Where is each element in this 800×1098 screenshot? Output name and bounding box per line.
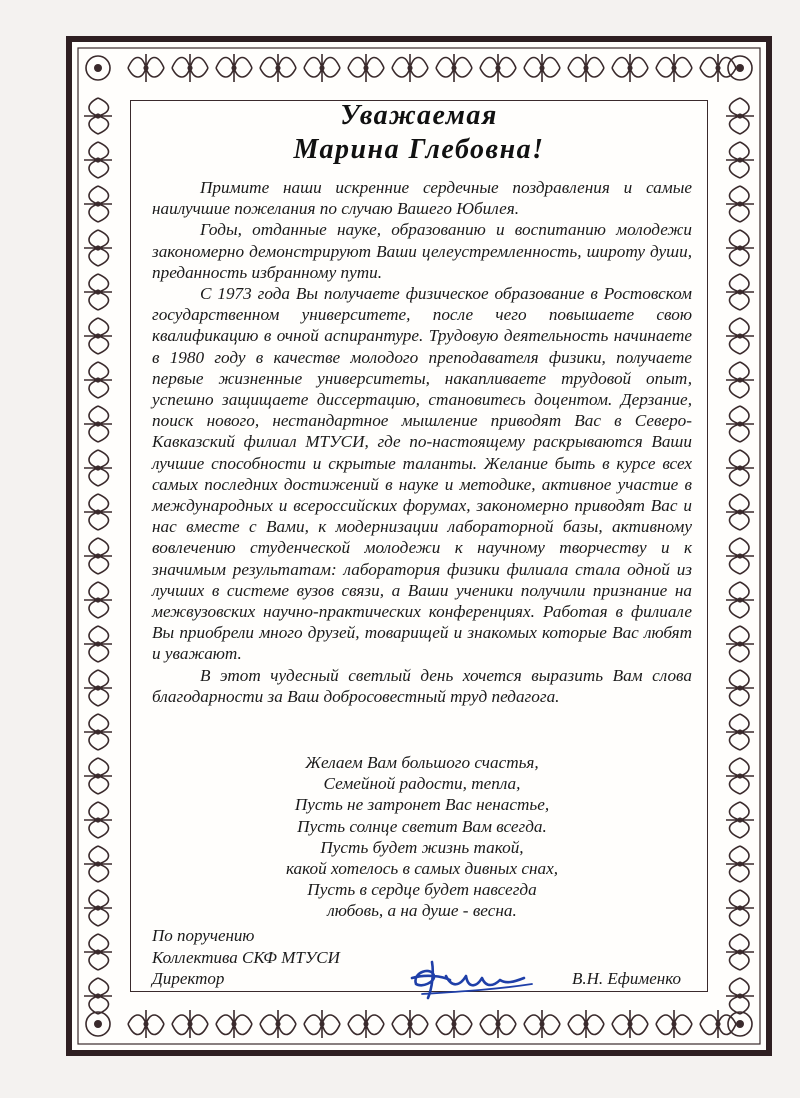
border-motif: [84, 318, 112, 354]
paragraph-4: В этот чудесный светлый день хочется выразить Вам слова благодарности за Ваш добросовестный труд педагога.: [152, 665, 692, 706]
border-motif: [568, 1010, 604, 1038]
border-motif: [726, 846, 754, 882]
border-motif: [84, 802, 112, 838]
border-motif: [726, 450, 754, 486]
border-motif: [726, 626, 754, 662]
border-motif: [84, 406, 112, 442]
poem-line: Пусть солнце светит Вам всегда.: [297, 816, 547, 836]
corner-rosette-center: [736, 1020, 744, 1028]
border-motif: [84, 186, 112, 222]
border-motif: [84, 714, 112, 750]
border-motif: [84, 934, 112, 970]
border-motif: [700, 54, 736, 82]
border-motif: [656, 1010, 692, 1038]
corner-rosette-center: [94, 64, 102, 72]
border-motif: [128, 54, 164, 82]
border-motif: [84, 626, 112, 662]
closing-line-1: По поручению: [152, 926, 255, 945]
border-motif: [436, 54, 472, 82]
poem: [202, 752, 642, 922]
greeting-title-line2: Марина Глебовна!: [293, 134, 545, 165]
border-motif: [726, 494, 754, 530]
border-motif: [524, 54, 560, 82]
border-motif: [480, 54, 516, 82]
border-motif: [84, 890, 112, 926]
border-motif: [128, 1010, 164, 1038]
border-motif: [84, 846, 112, 882]
border-motif: [612, 1010, 648, 1038]
border-motif: [84, 494, 112, 530]
border-motif: [84, 538, 112, 574]
corner-rosette-center: [736, 64, 744, 72]
border-motif: [726, 714, 754, 750]
border-motif: [726, 230, 754, 266]
border-motif: [260, 1010, 296, 1038]
border-motif: [726, 670, 754, 706]
border-motif: [726, 934, 754, 970]
greeting-title-line1: Уважаемая: [340, 100, 498, 131]
border-motif: [216, 54, 252, 82]
border-motif: [304, 54, 340, 82]
border-motif: [726, 582, 754, 618]
poem-line: Пусть в сердце будет навсегда: [307, 880, 537, 900]
closing-line-3: Директор: [152, 969, 225, 988]
border-motif: [612, 54, 648, 82]
border-motif: [700, 1010, 736, 1038]
border-motif: [726, 538, 754, 574]
border-motif: [726, 406, 754, 442]
border-motif: [726, 318, 754, 354]
handwritten-signature: [402, 954, 542, 1004]
border-motif: [84, 582, 112, 618]
poem-line: Семейной радости, тепла,: [323, 774, 521, 794]
paragraph-3: С 1973 года Вы получаете физическое образование в Ростовском государственном университете, после чего повышаете свою квалификацию в очной аспирантуре. Трудовую деятельность начинаете в 1980 году в качестве молодого преподавателя физики, получаете первые жизненные университеты, накапливаете трудовой опыт, успешно защищаете диссертацию, становитесь доцентом. Дерзание, поиск нового, нестандартное мышление приводят Вас в Северо-Кавказский филиал МТУСИ, где по-настоящему раскрываются Ваши лучшие способности и скрытые таланты. Желание быть в курсе всех самых последних достижений в науке и методике, активное участие в международных и всероссийских форумах, закономерно приводят Вас и нас вместе с Вами, к модернизации лабораторной базы, активному вовлечению студенческой молодежи к научному творчеству и к значимым результатам: лаборатория физики филиала стала одной из лучших в системе вузов связи, а Ваши ученики получили признание на межвузовских научно-практических конференциях. Работая в филиале Вы приобрели много друзей, товарищей и знакомых которые Вас любят и уважают.: [152, 284, 692, 664]
border-motif: [726, 362, 754, 398]
border-motif: [656, 54, 692, 82]
border-motif: [84, 670, 112, 706]
border-motif: [726, 802, 754, 838]
border-motif: [480, 1010, 516, 1038]
border-motif: [726, 890, 754, 926]
certificate-frame: [66, 36, 772, 1056]
closing-line-2: Коллектива СКФ МТУСИ: [152, 947, 340, 967]
border-motif: [348, 1010, 384, 1038]
poem-line: Желаем Вам большого счастья,: [305, 753, 539, 772]
paragraph-2: Годы, отданные науке, образованию и воспитанию молодежи закономерно демонстрируют Ваши целеустремленность, широту души, преданность избранному пути.: [152, 220, 692, 282]
border-motif: [392, 54, 428, 82]
border-motif: [726, 978, 754, 1014]
border-motif: [726, 274, 754, 310]
border-motif: [568, 54, 604, 82]
border-motif: [172, 54, 208, 82]
border-motif: [84, 978, 112, 1014]
border-motif: [304, 1010, 340, 1038]
poem-line: какой хотелось в самых дивных снах,: [285, 859, 559, 879]
border-motif: [436, 1010, 472, 1038]
border-motif: [260, 54, 296, 82]
border-motif: [726, 758, 754, 794]
border-motif: [84, 230, 112, 266]
border-motif: [172, 1010, 208, 1038]
poem-line: Пусть будет жизнь такой,: [320, 837, 524, 857]
border-motif: [84, 274, 112, 310]
poem-line: любовь, а на душе - весна.: [327, 901, 517, 921]
border-motif: [524, 1010, 560, 1038]
border-motif: [216, 1010, 252, 1038]
border-motif: [84, 362, 112, 398]
corner-rosette-center: [94, 1020, 102, 1028]
poem-line: Пусть не затронет Вас ненастье,: [294, 795, 550, 815]
border-motif: [392, 1010, 428, 1038]
letter-body: [152, 177, 692, 707]
border-motif: [84, 758, 112, 794]
paragraph-1: Примите наши искренние сердечные поздравления и самые наилучшие пожелания по случаю Вашего Юбилея.: [152, 178, 692, 219]
signer-name: В.Н. Ефименко: [572, 969, 681, 988]
border-motif: [84, 450, 112, 486]
border-motif: [726, 186, 754, 222]
border-motif: [348, 54, 384, 82]
